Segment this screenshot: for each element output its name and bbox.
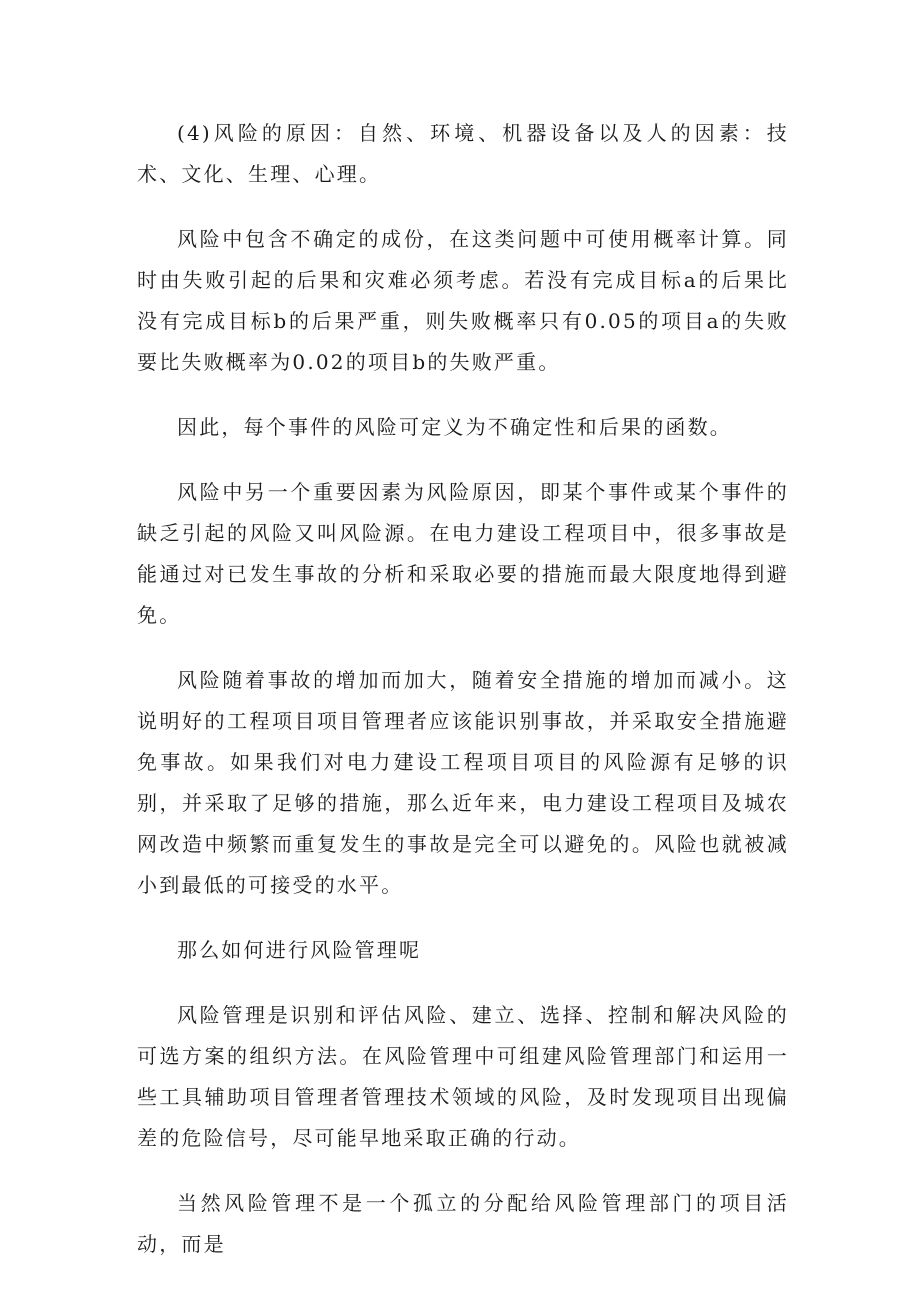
paragraph-how-to-manage: 那么如何进行风险管理呢 — [177, 938, 422, 962]
paragraph-risk-source: 风险中另一个重要因素为风险原因，即某个事件或某个事件的缺乏引起的风险又叫风险源。在电力建设工程项目中，很多事故是能通过对已发生事故的分析和采取必要的措施而最大限度地得到避免。 — [137, 480, 789, 627]
paragraph-risk-causes: (4)风险的原因：自然、环境、机器设备以及人的因素：技术、文化、生理、心理。 — [137, 121, 789, 186]
paragraph-risk-definition: 因此，每个事件的风险可定义为不确定性和后果的函数。 — [177, 415, 732, 439]
paragraph-risk-management-not-isolated: 当然风险管理不是一个孤立的分配给风险管理部门的项目活动，而是 — [137, 1191, 789, 1256]
document-body — [137, 113, 789, 1265]
paragraph-uncertainty: 风险中包含不确定的成份，在这类问题中可使用概率计算。同时由失败引起的后果和灾难必须考虑。若没有完成目标a的后果比没有完成目标b的后果严重，则失败概率只有0.05的项目a的失败要比失败概率为0.02的项目b的失败严重。 — [137, 227, 789, 374]
paragraph-safety-measures: 风险随着事故的增加而加大，随着安全措施的增加而减小。这说明好的工程项目项目管理者应该能识别事故，并采取安全措施避免事故。如果我们对电力建设工程项目项目的风险源有足够的识别，并采取了足够的措施，那么近年来，电力建设工程项目及城农网改造中频繁而重复发生的事故是完全可以避免的。风险也就被减小到最低的可接受的水平。 — [137, 668, 789, 897]
paragraph-risk-management-definition: 风险管理是识别和评估风险、建立、选择、控制和解决风险的可选方案的组织方法。在风险管理中可组建风险管理部门和运用一些工具辅助项目管理者管理技术领域的风险，及时发现项目出现偏差的危险信号，尽可能早地采取正确的行动。 — [137, 1003, 789, 1150]
